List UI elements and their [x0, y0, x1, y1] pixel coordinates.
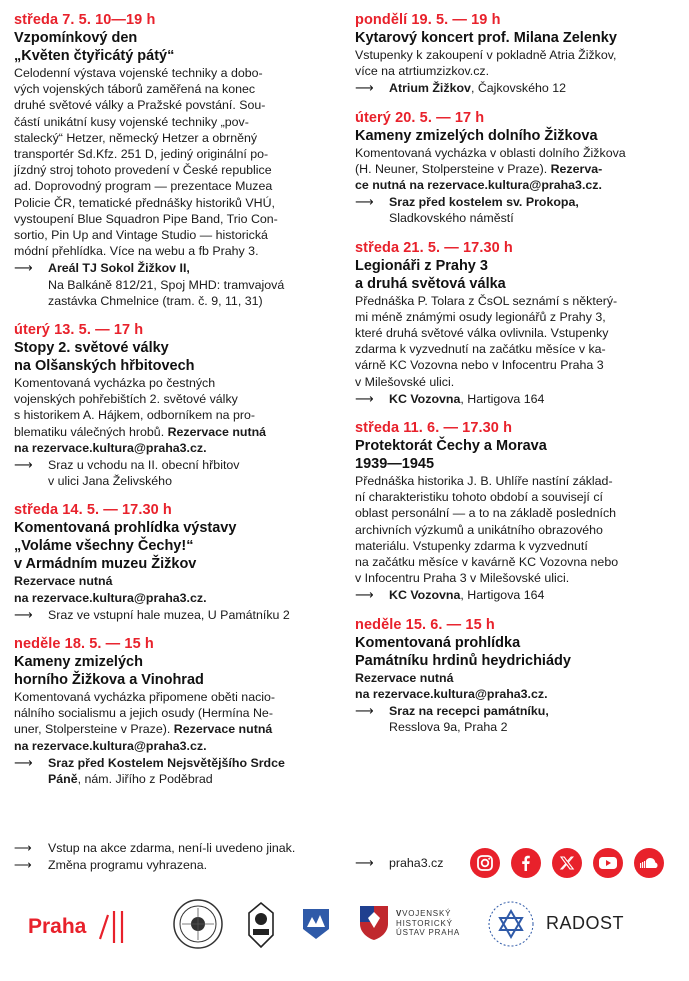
- reservation-note: ce nutná na rezervace.kultura@praha3.cz.: [355, 178, 602, 193]
- event-location: [14, 607, 334, 623]
- event-title: Komentovaná prohlídka výstavy: [14, 520, 237, 537]
- location-line: [389, 391, 675, 407]
- event-title: 1939—1945: [355, 456, 435, 473]
- event-description: transportér Sd.Kfz. 251 D, jediný originální po-: [14, 147, 269, 162]
- event-description: Komentovaná vycházka v oblasti dolního Žižkova: [355, 145, 626, 160]
- location-text: [48, 260, 334, 309]
- event-description: Policie ČR, tematické přednášky historiků VHÚ,: [14, 195, 275, 210]
- event-description: ad. Doprovodný program — prezentace Muzea: [14, 179, 273, 194]
- location-detail: v ulici Jana Želivského: [48, 474, 172, 489]
- location-text: [389, 703, 675, 735]
- note-text: Změna programu vyhrazena.: [48, 857, 208, 872]
- location-venue: Atrium Žižkov: [389, 81, 471, 96]
- facebook-icon[interactable]: [511, 848, 541, 878]
- event-title: „Květen čtyřicátý pátý“: [14, 48, 175, 64]
- event-description: vojenských pohřebištích 2. světové války: [14, 392, 238, 407]
- youtube-icon[interactable]: [593, 848, 623, 878]
- location-line: [48, 457, 334, 473]
- event-location: [355, 587, 675, 603]
- event-title: Protektorát Čechy a Morava: [355, 438, 547, 455]
- right-column: [355, 11, 675, 747]
- note-program-change: [14, 857, 344, 874]
- arrow-icon: ⟶: [14, 857, 32, 872]
- event-location: [14, 755, 334, 787]
- event-description: vystoupení Blue Squadron Pipe Band, Trio Con-: [14, 211, 278, 226]
- event-block: [14, 321, 334, 489]
- praha-logo-text: Praha: [28, 915, 87, 938]
- event-description: Vstupenky k zakoupení v pokladně Atria Žižkov,: [355, 48, 617, 62]
- event-date: středa 14. 5. — 17.30 h: [14, 502, 172, 519]
- event-description: v Infocentru Praha 3 v Milešovské ulici.: [355, 571, 570, 586]
- reservation-note: Rezervace nutná: [355, 670, 454, 685]
- event-description: více na atrtiumzizkov.cz.: [355, 64, 490, 79]
- event-description: ní charakteristiku tohoto období a souvisejí cí: [355, 490, 603, 505]
- event-description: částí unikátní kusy vojenské techniky „pov-: [14, 114, 249, 129]
- event-block: [355, 239, 675, 407]
- arrow-icon: ⟶: [14, 457, 33, 473]
- event-date: neděle 15. 6. — 15 h: [355, 616, 495, 633]
- location-line: [389, 719, 675, 735]
- event-description: Celodenní výstava vojenské techniky a dobo-: [14, 66, 263, 80]
- soundcloud-icon[interactable]: [634, 848, 664, 878]
- partner-logos: [0, 895, 689, 955]
- event-location: [355, 80, 675, 96]
- event-date: středa 7. 5. 10—19 h: [14, 12, 156, 28]
- radost-logo: RADOST: [546, 913, 625, 933]
- star-of-david-logo: [486, 899, 536, 949]
- location-line: [389, 587, 675, 603]
- location-text: [48, 457, 334, 489]
- location-detail: Resslova 9a, Praha 2: [389, 720, 508, 735]
- praha-logo-mark: [94, 907, 134, 947]
- event-block: [355, 109, 675, 227]
- event-title: Vzpomínkový den: [14, 30, 138, 46]
- location-line: [389, 194, 675, 210]
- location-detail: , nám. Jiřího z Poděbrad: [77, 772, 213, 787]
- note-free-entry: [14, 840, 344, 857]
- event-title: a druhá světová válka: [355, 275, 506, 292]
- event-description: várně KC Vozovna nebo v Infocentru Praha 3: [355, 358, 604, 373]
- location-detail: Sraz u vchodu na II. obecní hřbitov: [48, 458, 240, 473]
- event-description: oblast personální — a to na základě posledních: [355, 506, 617, 521]
- event-block: [14, 11, 334, 309]
- event-title: „Voláme všechny Čechy!“: [14, 538, 194, 555]
- website-link[interactable]: praha3.cz: [389, 856, 444, 870]
- location-text: [48, 607, 334, 623]
- x-icon[interactable]: [552, 848, 582, 878]
- event-description: s historikem A. Hájkem, odborníkem na pro-: [14, 408, 256, 423]
- event-block: [355, 616, 675, 736]
- arrow-icon: ⟶: [14, 841, 32, 855]
- museum-shield-logo: [301, 907, 331, 941]
- event-location: [355, 391, 675, 407]
- event-description: Přednáška historika J. B. Uhlíře nastíní základ-: [355, 474, 613, 489]
- location-detail: , Hartigova 164: [460, 588, 545, 603]
- event-title: Kameny zmizelých: [14, 654, 143, 671]
- location-line: [48, 771, 334, 787]
- event-description: Přednáška P. Tolara z ČsOL seznámí s některý-: [355, 293, 618, 308]
- location-line: [48, 293, 334, 309]
- location-line: [48, 473, 334, 489]
- location-text: [48, 755, 334, 787]
- vhu-shield-logo: [358, 904, 390, 942]
- event-title: v Armádním muzeu Žižkov: [14, 556, 197, 573]
- event-description: [14, 424, 334, 440]
- location-venue: Sraz před kostelem sv. Prokopa,: [389, 195, 579, 210]
- location-line: [389, 80, 675, 96]
- event-description: jízdný stroj tohoto provedení v České republice: [14, 163, 272, 178]
- event-description: které druhá světové válka ovlivnila. Vstupenky: [355, 326, 609, 341]
- location-text: [389, 587, 675, 603]
- location-venue: Areál TJ Sokol Žižkov II,: [48, 261, 190, 276]
- event-description: archivních výzkumů a unikátního obrazového: [355, 522, 603, 537]
- location-line: [48, 260, 334, 276]
- event-description: [14, 721, 334, 737]
- event-description: stalecký“ Hetzer, německý Hetzer a obrněný: [14, 130, 258, 145]
- event-description: Komentovaná vycházka připomene oběti nacio-: [14, 690, 276, 705]
- reservation-note: Rezerva-: [550, 161, 603, 176]
- arrow-icon: ⟶: [355, 80, 374, 96]
- event-title: horního Žižkova a Vinohrad: [14, 672, 204, 689]
- arrow-icon: ⟶: [355, 390, 374, 406]
- event-description: materiálu. Vstupenky zdarma k vyzvednutí: [355, 538, 588, 553]
- event-description: sortio, Pin Up and Vintage Studio — historická: [14, 228, 268, 243]
- event-location: [355, 194, 675, 226]
- reservation-note: na rezervace.kultura@praha3.cz.: [14, 440, 207, 455]
- footer-notes: [14, 840, 344, 873]
- location-venue: KC Vozovna: [389, 391, 461, 406]
- event-description: druhé světové války a Pražské povstání. Sou-: [14, 98, 266, 113]
- location-detail: , Hartigova 164: [460, 391, 545, 406]
- event-location: [14, 457, 334, 489]
- event-block: [14, 635, 334, 787]
- location-text: [389, 80, 675, 96]
- event-date: pondělí 19. 5. — 19 h: [355, 12, 501, 28]
- location-text: [389, 391, 675, 407]
- location-venue: Sraz před Kostelem Nejsvětějšího Srdce: [48, 755, 285, 770]
- event-title: Komentovaná prohlídka: [355, 634, 521, 651]
- arrow-icon: ⟶: [14, 260, 33, 276]
- event-date: úterý 20. 5. — 17 h: [355, 109, 485, 126]
- event-title: Legionáři z Prahy 3: [355, 257, 488, 274]
- description-text: blematiku válečných hrobů.: [14, 424, 168, 439]
- soldier-badge-logo: [246, 899, 276, 949]
- location-line: [48, 607, 334, 623]
- location-line: [48, 277, 334, 293]
- vhu-line: VOJENSKÝ: [402, 909, 452, 918]
- event-description: Komentovaná vycházka po čestných: [14, 376, 216, 391]
- note-text: Vstup na akce zdarma, není-li uvedeno jinak.: [48, 841, 296, 855]
- location-detail: Sladkovského náměstí: [389, 211, 514, 226]
- event-title: Stopy 2. světové války: [14, 340, 169, 357]
- description-text: (H. Neuner, Stolpersteine v Praze).: [355, 161, 551, 176]
- location-detail: Sraz ve vstupní hale muzea, U Památníku 2: [48, 607, 290, 622]
- location-venue: KC Vozovna: [389, 588, 461, 603]
- location-line: [389, 210, 675, 226]
- reservation-note: Rezervace nutná: [14, 574, 113, 589]
- vhu-line: HISTORICKÝ: [396, 918, 453, 928]
- event-description: [355, 161, 675, 177]
- event-date: středa 21. 5. — 17.30 h: [355, 239, 513, 256]
- reservation-note: na rezervace.kultura@praha3.cz.: [14, 590, 207, 605]
- location-text: [389, 194, 675, 226]
- event-description: vých vojenských táborů zaměřená na konec: [14, 82, 256, 97]
- vhu-line: ÚSTAV PRAHA: [396, 928, 461, 937]
- vhu-logo-text: VVOJENSKÝ HISTORICKÝ ÚSTAV PRAHA: [396, 909, 461, 937]
- location-venue: Sraz na recepci památníku,: [389, 704, 549, 719]
- event-description: nálního socialismu a jejich osudy (Hermína Ne-: [14, 706, 273, 721]
- arrow-icon: ⟶: [14, 754, 33, 770]
- arrow-icon: ⟶: [355, 587, 374, 603]
- event-title: na Olšanských hřbitovech: [14, 358, 195, 375]
- location-detail: zastávka Chmelnice (tram. č. 9, 11, 31): [48, 293, 263, 308]
- event-date: středa 11. 6. — 17.30 h: [355, 420, 513, 437]
- arrow-icon: ⟶: [355, 194, 374, 210]
- praha-logo: [28, 907, 134, 947]
- social-bar: [355, 848, 664, 878]
- event-date: neděle 18. 5. — 15 h: [14, 636, 154, 653]
- event-description: na začátku měsíce v kavárně KC Vozovna nebo: [355, 555, 619, 570]
- location-venue: Páně: [48, 772, 78, 787]
- arrow-icon: ⟶: [14, 606, 33, 622]
- event-description: módní přehlídka. Více na webu a fb Prahy 3.: [14, 244, 259, 259]
- left-column: [14, 11, 334, 799]
- reservation-note: Rezervace nutná: [173, 722, 273, 737]
- event-description: v Milešovské ulici.: [355, 374, 455, 389]
- arrow-icon: ⟶: [355, 703, 374, 719]
- event-block: [355, 419, 675, 604]
- event-title: Kameny zmizelých dolního Žižkova: [355, 127, 598, 144]
- reservation-note: Rezervace nutná: [167, 424, 267, 439]
- event-location: [355, 703, 675, 735]
- location-line: [389, 703, 675, 719]
- event-date: úterý 13. 5. — 17 h: [14, 322, 144, 339]
- club-emblem-logo: [172, 897, 224, 951]
- location-line: [48, 755, 334, 771]
- reservation-note: na rezervace.kultura@praha3.cz.: [14, 738, 207, 753]
- reservation-note: na rezervace.kultura@praha3.cz.: [355, 686, 548, 701]
- event-description: zdarma k vyzvednutí na začátku měsíce v ka-: [355, 342, 606, 357]
- arrow-icon: ⟶: [355, 855, 374, 870]
- event-title: Památníku hrdinů heydrichiády: [355, 652, 571, 669]
- event-block: [14, 501, 334, 623]
- description-text: uner, Stolpersteine v Praze).: [14, 722, 174, 737]
- event-description: mi méně známými osudy legionářů z Prahy 3,: [355, 309, 606, 324]
- event-location: [14, 260, 334, 309]
- event-block: [355, 11, 675, 97]
- event-title: Kytarový koncert prof. Milana Zelenky: [355, 30, 617, 46]
- location-detail: Na Balkáně 812/21, Spoj MHD: tramvajová: [48, 277, 285, 292]
- location-detail: , Čajkovského 12: [470, 81, 566, 96]
- instagram-icon[interactable]: [470, 848, 500, 878]
